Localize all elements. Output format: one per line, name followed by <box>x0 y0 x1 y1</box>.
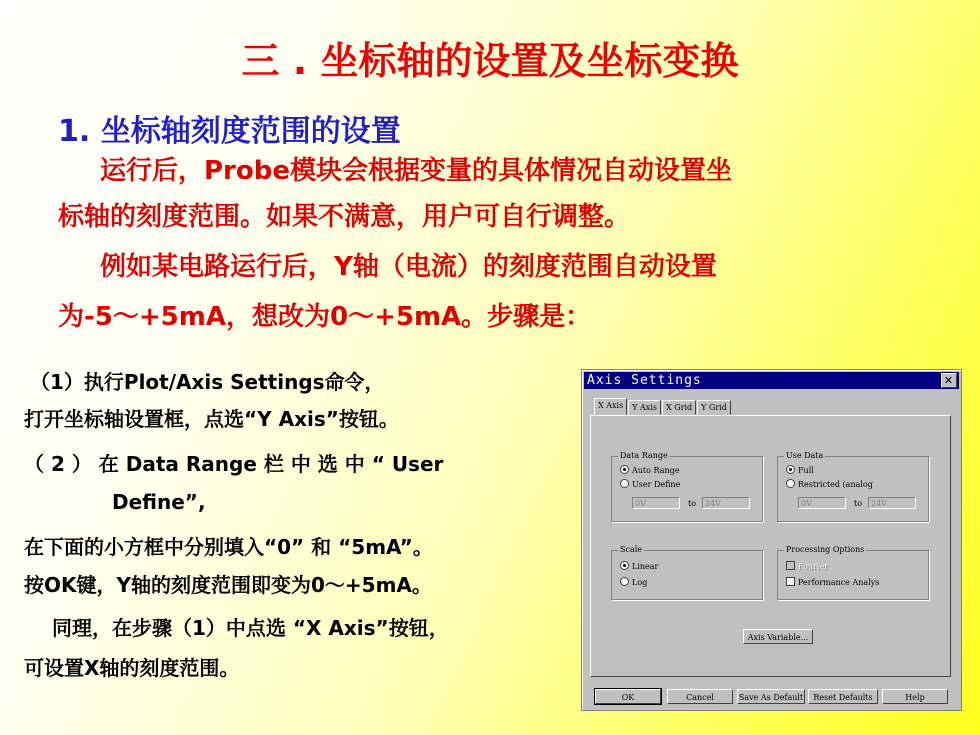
use-data-from-input[interactable]: 0V <box>798 497 846 509</box>
step-2-line-3: 在下面的小方框中分别填入“0” 和 “5mA”。 <box>24 535 433 559</box>
paragraph-1-line-2: 标轴的刻度范围。如果不满意，用户可自行调整。 <box>58 202 631 232</box>
paragraph-2-line-2: 为-5～+5mA，想改为0～+5mA。步骤是： <box>58 302 592 332</box>
user-define-radio[interactable]: User Define <box>620 479 680 490</box>
tab-y-grid[interactable]: Y Grid <box>697 400 731 415</box>
close-icon[interactable]: ✕ <box>941 373 957 388</box>
radio-selected-icon <box>620 561 629 570</box>
radio-icon <box>620 479 629 488</box>
fourier-checkbox[interactable]: Fourier <box>786 561 828 572</box>
performance-analysis-checkbox[interactable]: Performance Analys <box>786 577 879 588</box>
use-data-to-label: to <box>854 499 863 508</box>
ok-button[interactable]: OK <box>595 689 661 704</box>
radio-selected-icon <box>620 465 629 474</box>
data-range-label: Data Range <box>620 451 668 460</box>
paragraph-2-line-1: 例如某电路运行后，Y轴（电流）的刻度范围自动设置 <box>100 252 717 282</box>
checkbox-icon <box>786 577 795 586</box>
full-radio[interactable]: Full <box>786 465 814 476</box>
scale-label: Scale <box>620 545 643 554</box>
tab-x-axis[interactable]: X Axis <box>594 398 627 415</box>
step-1-line-2: 打开坐标轴设置框，点选“Y Axis”按钮。 <box>24 407 399 431</box>
restricted-radio[interactable]: Restricted (analog <box>786 479 873 490</box>
slide-title: 三 . 坐标轴的设置及坐标变换 <box>241 39 739 83</box>
radio-selected-icon <box>786 465 795 474</box>
section-heading: 1. 坐标轴刻度范围的设置 <box>58 114 401 149</box>
scale-group <box>611 545 763 600</box>
auto-range-radio[interactable]: Auto Range <box>620 465 680 476</box>
data-range-group <box>611 451 763 522</box>
step-2-line-2: Define”, <box>112 490 206 514</box>
log-radio[interactable]: Log <box>620 577 647 588</box>
tab-y-axis[interactable]: Y Axis <box>628 400 661 415</box>
paragraph-1-line-1: 运行后，Probe模块会根据变量的具体情况自动设置坐 <box>100 156 732 186</box>
step-1-line-1: （1）执行Plot/Axis Settings命令， <box>30 370 385 394</box>
use-data-to-input[interactable]: 24V <box>868 497 916 509</box>
linear-radio[interactable]: Linear <box>620 561 658 572</box>
dialog-title-bar <box>584 372 959 389</box>
use-data-group <box>777 451 929 522</box>
range-to-label: to <box>688 499 697 508</box>
tab-panel <box>590 415 951 677</box>
axis-settings-dialog <box>581 369 962 711</box>
tab-strip <box>594 400 732 414</box>
radio-icon <box>620 577 629 586</box>
step-2-line-4: 按OK键，Y轴的刻度范围即变为0～+5mA。 <box>24 573 432 597</box>
reset-defaults-button[interactable]: Reset Defaults <box>808 689 878 704</box>
tab-x-grid[interactable]: X Grid <box>662 400 696 415</box>
radio-icon <box>786 479 795 488</box>
help-button[interactable]: Help <box>882 689 948 704</box>
processing-options-group <box>777 545 929 600</box>
save-as-default-button[interactable]: Save As Default <box>737 689 805 704</box>
dialog-title: Axis Settings <box>587 373 702 388</box>
checkbox-icon <box>786 561 795 570</box>
step-3-line-2: 可设置X轴的刻度范围。 <box>24 656 240 680</box>
step-2-line-1: （ 2 ） 在 Data Range 栏 中 选 中 “ User <box>24 452 444 476</box>
processing-options-label: Processing Options <box>786 545 865 554</box>
range-to-input[interactable]: 24V <box>702 497 750 509</box>
step-3-line-1: 同理，在步骤（1）中点选 “X Axis”按钮， <box>52 616 449 640</box>
use-data-label: Use Data <box>786 451 824 460</box>
cancel-button[interactable]: Cancel <box>667 689 733 704</box>
axis-variable-button[interactable]: Axis Variable... <box>743 629 813 644</box>
range-from-input[interactable]: 0V <box>632 497 680 509</box>
